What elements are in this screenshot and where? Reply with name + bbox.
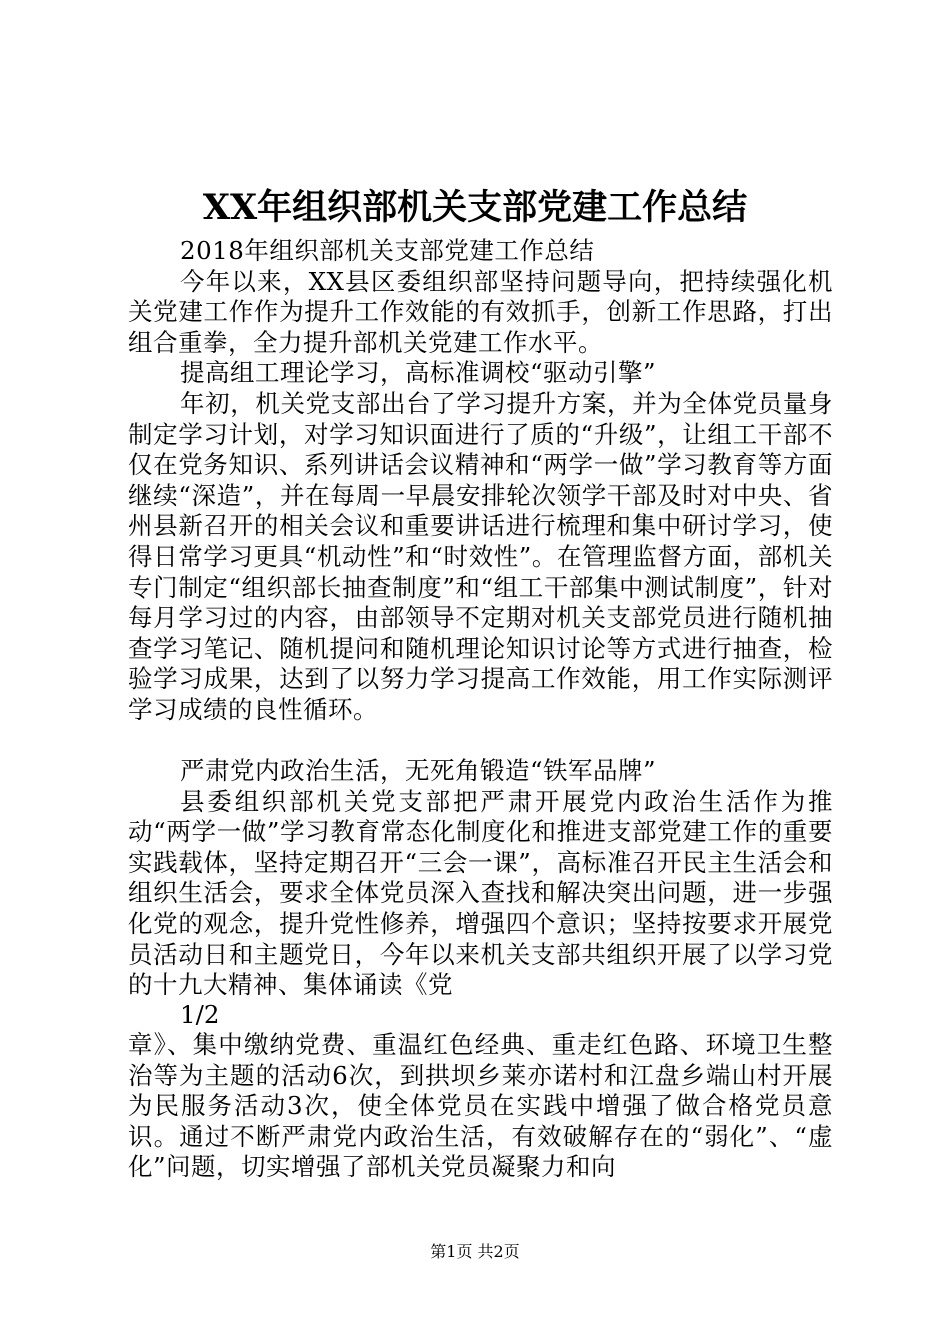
section-heading-study: 提高组工理论学习，高标准调校“驱动引擎” [180, 358, 657, 388]
intro-paragraph: 今年以来，XX县区委组织部坚持问题导向，把持续强化机关党建工作作为提升工作效能的有效抓手，创新工作思路，打出组合重拳，全力提升部机关党建工作水平。 [128, 266, 833, 357]
continuation-paragraph: 章》、集中缴纳党费、重温红色经典、重走红色路、环境卫生整治等为主题的活动6次，到拱坝乡莱亦诺村和江盘乡端山村开展为民服务活动3次，使全体党员在实践中增强了做合格党员意识。通过不断严肃党内政治生活，有效破解存在的“弱化”、“虚化”问题，切实增强了部机关党员凝聚力和向 [128, 1030, 833, 1182]
document-title: XX年组织部机关支部党建工作总结 [202, 187, 748, 228]
body-section-2 [128, 1030, 833, 1183]
subtitle-paragraph: 2018年组织部机关支部党建工作总结 [180, 236, 595, 265]
section-heading-politics: 严肃党内政治生活，无死角锻造“铁军品牌” [180, 756, 657, 786]
paragraph-spacer [128, 726, 833, 757]
page-marker: 1/2 [180, 1000, 220, 1029]
politics-paragraph: 县委组织部机关党支部把严肃开展党内政治生活作为推动“两学一做”学习教育常态化制度化和推进支部党建工作的重要实践载体，坚持定期召开“三会一课”，高标准召开民主生活会和组织生活会，要求全体党员深入查找和解决突出问题，进一步强化党的观念，提升党性修养，增强四个意识；坚持按要求开展党员活动日和主题党日，今年以来机关支部共组织开展了以学习党的十九大精神、集体诵读《党 [128, 786, 833, 1000]
body-section-1 [128, 236, 833, 1001]
page-footer: 第1页 共2页 [430, 1242, 520, 1261]
study-paragraph: 年初，机关党支部出台了学习提升方案，并为全体党员量身制定学习计划，对学习知识面进行了质的“升级”，让组工干部不仅在党务知识、系列讲话会议精神和“两学一做”学习教育等方面继续“深造”，并在每周一早晨安排轮次领学干部及时对中央、省州县新召开的相关会议和重要讲话进行梳理和集中研讨学习，使得日常学习更具“机动性”和“时效性”。在管理监督方面，部机关专门制定“组织部长抽查制度”和“组工干部集中测试制度”，针对每月学习过的内容，由部领导不定期对机关支部党员进行随机抽查学习笔记、随机提问和随机理论知识讨论等方式进行抽查，检验学习成果，达到了以努力学习提高工作效能，用工作实际测评学习成绩的良性循环。 [128, 388, 833, 724]
